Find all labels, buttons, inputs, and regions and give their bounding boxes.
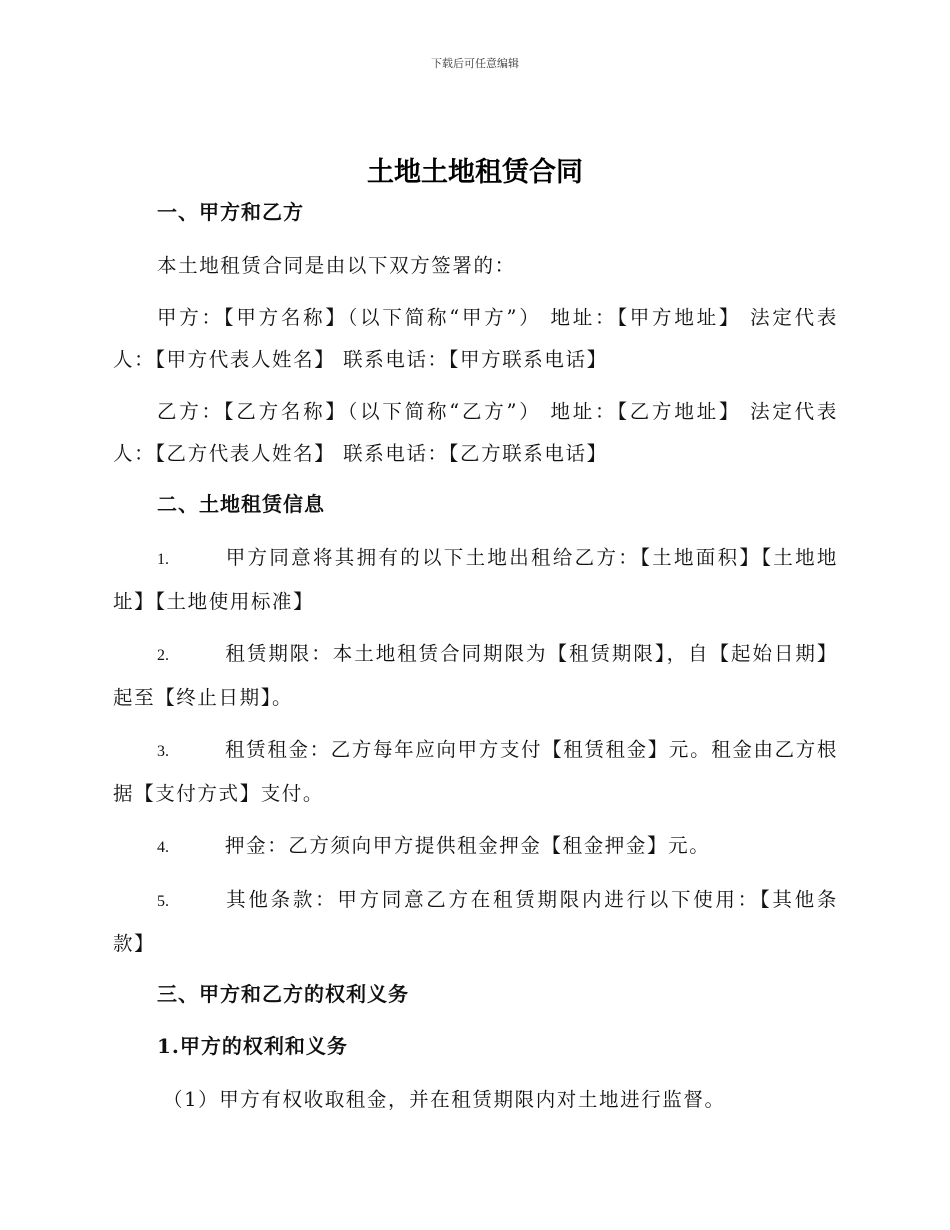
item-number: 5. [157,893,169,910]
item-text: 押金：乙方须向甲方提供租金押金【租金押金】元。 [225,834,711,857]
item-number: 1. [157,551,169,568]
subheading-party-a-rights: 1.甲方的权利和义务 [157,1034,348,1058]
item-text: 租赁租金：乙方每年应向甲方支付【租赁租金】元。租金由乙方根据【支付方式】支付。 [113,738,838,805]
item-number: 2. [157,647,169,664]
lease-item-1 [113,537,838,623]
section-heading-parties: 一、甲方和乙方 [157,200,304,224]
item-text: 其他条款：甲方同意乙方在租赁期限内进行以下使用：【其他条款】 [113,888,838,955]
item-number: 3. [157,743,169,760]
parties-intro: 本土地租赁合同是由以下双方签署的： [157,254,516,277]
party-b-info: 乙方：【乙方名称】（以下简称“乙方”） 地址：【乙方地址】 法定代表人：【乙方代表人姓名】 联系电话：【乙方联系电话】 [113,400,838,465]
party-a-right-1: （1）甲方有权收取租金，并在租赁期限内对土地进行监督。 [163,1088,726,1111]
document-title: 土地土地租赁合同 [367,157,583,188]
party-a-info: 甲方：【甲方名称】（以下简称“甲方”） 地址：【甲方地址】 法定代表人：【甲方代表人姓名】 联系电话：【甲方联系电话】 [113,306,838,371]
item-number: 4. [157,839,169,856]
section-heading-lease-info: 二、土地租赁信息 [157,492,325,516]
document-body [113,193,838,1131]
lease-item-4 [113,825,838,869]
item-text: 甲方同意将其拥有的以下土地出租给乙方：【土地面积】【土地地址】【土地使用标准】 [113,546,838,613]
lease-item-3 [113,729,838,815]
header-note: 下载后可任意编辑 [431,57,519,70]
lease-item-5 [113,879,838,965]
section-heading-rights-obligations: 三、甲方和乙方的权利义务 [157,982,409,1006]
lease-item-2 [113,633,838,719]
item-text: 租赁期限：本土地租赁合同期限为【租赁期限】，自【起始日期】起至【终止日期】。 [113,642,838,709]
